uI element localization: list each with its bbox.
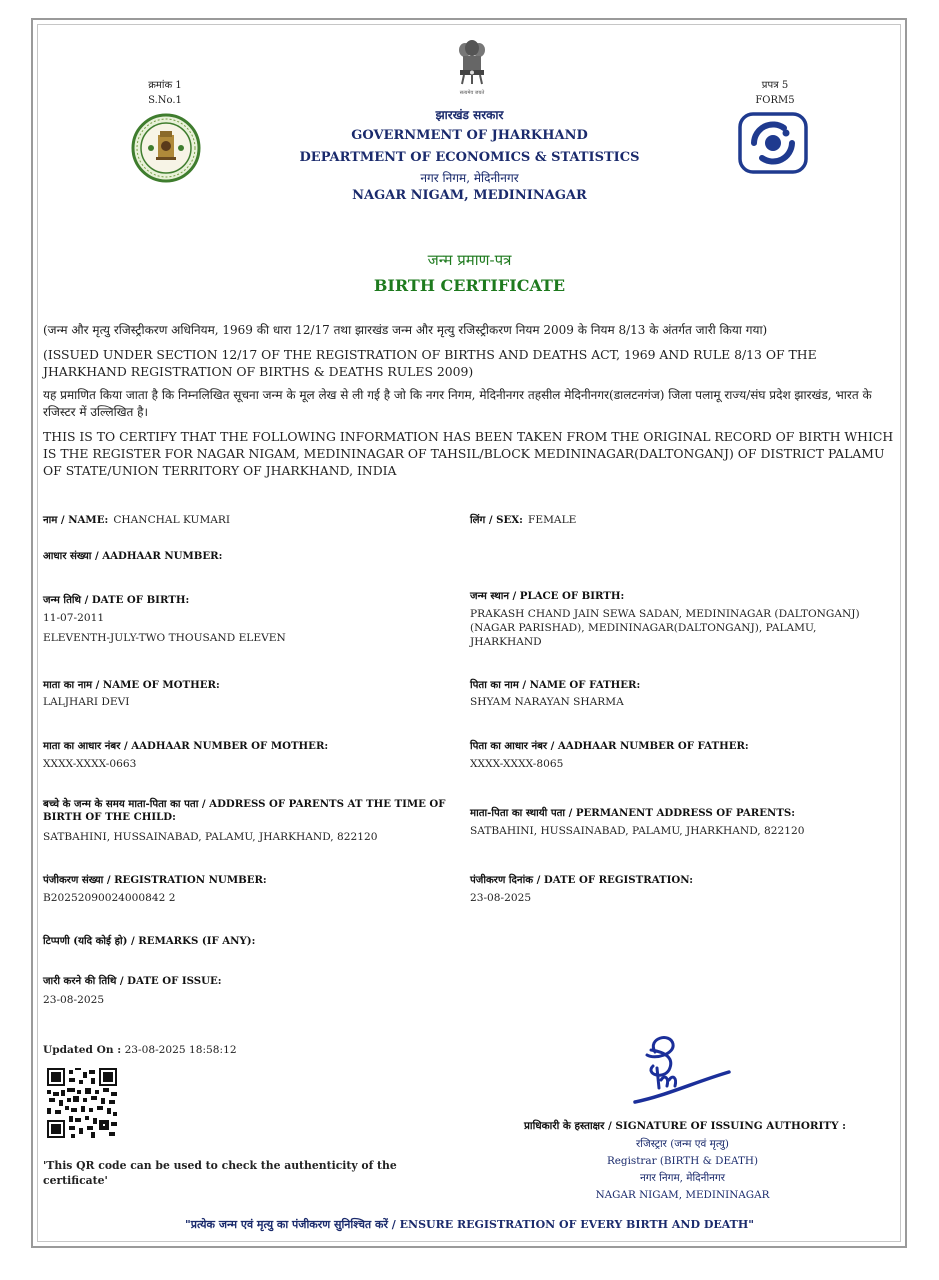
nigam-name: NAGAR NIGAM, MEDININAGAR <box>352 188 587 203</box>
address-birth-label-line: BIRTH OF THE CHILD: <box>43 811 176 823</box>
serial-number-english: S.No.1 <box>148 95 182 106</box>
remarks-label: टिप्पणी (यदि कोई हो) / REMARKS (IF ANY): <box>43 935 256 947</box>
registrar-hindi: रजिस्ट्रार (जन्म एवं मृत्यु) <box>636 1138 729 1150</box>
permanent-address-value: SATBAHINI, HUSSAINABAD, PALAMU, JHARKHAND, 822120 <box>470 825 805 837</box>
pob-line: (NAGAR PARISHAD), MEDININAGAR(DALTONGANJ), PALAMU, <box>470 622 817 634</box>
department-name: DEPARTMENT OF ECONOMICS & STATISTICS <box>299 150 640 165</box>
mother-value: LALJHARI DEVI <box>43 696 130 708</box>
updated-on-value: 23-08-2025 18:58:12 <box>124 1044 237 1056</box>
dob-value: 11-07-2011 <box>43 612 105 624</box>
address-birth-label <box>43 798 468 824</box>
father-value: SHYAM NARAYAN SHARMA <box>470 696 624 708</box>
address-birth-value: SATBAHINI, HUSSAINABAD, PALAMU, JHARKHAND, 822120 <box>43 831 378 843</box>
form-number-hindi: प्रपत्र 5 <box>761 80 789 91</box>
national-emblem-icon <box>455 38 489 94</box>
registrar-block <box>560 1136 805 1204</box>
name-value: CHANCHAL KUMARI <box>113 514 231 526</box>
serial-number <box>130 78 200 108</box>
name-label: नाम / NAME: <box>43 514 109 526</box>
form-number <box>740 78 810 108</box>
signature-image <box>625 1030 740 1110</box>
permanent-address-label: माता-पिता का स्थायी पता / PERMANENT ADDRESS OF PARENTS: <box>470 807 796 819</box>
title-hindi: जन्म प्रमाण-पत्र <box>427 251 512 269</box>
mother-label: माता का नाम / NAME OF MOTHER: <box>43 679 220 691</box>
father-aadhaar-value: XXXX-XXXX-8065 <box>470 758 564 770</box>
registration-date-label: पंजीकरण दिनांक / DATE OF REGISTRATION: <box>470 874 693 886</box>
act-hindi: (जन्म और मृत्यु रजिस्ट्रीकरण अधिनियम, 1969 की धारा 12/17 तथा झारखंड जन्म और मृत्यु रजिस्ट्रीकरण नियम 2009 के नियम 8/13 के अंतर्गत जारी किया गया) <box>43 323 768 337</box>
mother-aadhaar-value: XXXX-XXXX-0663 <box>43 758 137 770</box>
updated-on-label: Updated On : <box>43 1044 122 1056</box>
signature-label: प्राधिकारी के हस्ताक्षर / SIGNATURE OF ISSUING AUTHORITY : <box>523 1120 847 1132</box>
pob-label: जन्म स्थान / PLACE OF BIRTH: <box>470 590 625 602</box>
government-name: GOVERNMENT OF JHARKHAND <box>351 128 588 143</box>
pob-line: JHARKHAND <box>470 636 542 648</box>
name-row <box>43 508 230 527</box>
father-aadhaar-label: पिता का आधार नंबर / AADHAAR NUMBER OF FATHER: <box>470 740 749 752</box>
footer-slogan: "प्रत्येक जन्म एवं मृत्यु का पंजीकरण सुनिश्चित करें / ENSURE REGISTRATION OF EVERY BIRTH AND DEATH" <box>185 1218 754 1231</box>
dob-words: ELEVENTH-JULY-TWO THOUSAND ELEVEN <box>43 632 286 644</box>
state-name-hindi: झारखंड सरकार <box>435 108 504 122</box>
nigam-name-hindi: नगर निगम, मेदिनीनगर <box>420 171 519 185</box>
registration-number-value: B20252090024000842 2 <box>43 892 176 904</box>
issue-date-label: जारी करने की तिथि / DATE OF ISSUE: <box>43 975 222 987</box>
page-title: BIRTH CERTIFICATE <box>373 276 566 295</box>
dob-label: जन्म तिथि / DATE OF BIRTH: <box>43 594 190 606</box>
certify-hindi: यह प्रमाणित किया जाता है कि निम्नलिखित सूचना जन्म के मूल लेख से ली गई है जो कि नगर निगम, मेदिनीनगर तहसील मेदिनीनगर(डालटनगंज) जिला पलामू राज्य/संघ प्रदेश झारखंड, भारत के रजिस्टर में उल्लिखित है। <box>43 388 872 419</box>
registrar-nigam: NAGAR NIGAM, MEDININAGAR <box>595 1189 770 1201</box>
updated-on <box>43 1044 237 1056</box>
sex-row <box>470 508 576 527</box>
mother-aadhaar-label: माता का आधार नंबर / AADHAAR NUMBER OF MOTHER: <box>43 740 329 752</box>
address-birth-label-line: बच्चे के जन्म के समय माता-पिता का पता / ADDRESS OF PARENTS AT THE TIME OF <box>43 798 446 810</box>
act-english: (ISSUED UNDER SECTION 12/17 OF THE REGISTRATION OF BIRTHS AND DEATHS ACT, 1969 AND RULE 8/13 OF THE JHARKHAND REGISTRATION OF BIRTHS & DEATHS RULES 2009) <box>43 347 817 379</box>
registration-date-value: 23-08-2025 <box>470 892 532 904</box>
pob-line: PRAKASH CHAND JAIN SEWA SADAN, MEDININAGAR (DALTONGANJ) <box>470 608 860 620</box>
aadhaar-label: आधार संख्या / AADHAAR NUMBER: <box>43 550 223 562</box>
registrar-nigam-hindi: नगर निगम, मेदिनीनगर <box>639 1172 726 1184</box>
sex-label: लिंग / SEX: <box>470 514 523 526</box>
qr-note: 'This QR code can be used to check the authenticity of the certificate' <box>43 1159 397 1187</box>
issue-date-value: 23-08-2025 <box>43 994 105 1006</box>
sex-value: FEMALE <box>527 514 577 526</box>
certify-english: THIS IS TO CERTIFY THAT THE FOLLOWING INFORMATION HAS BEEN TAKEN FROM THE ORIGINAL RECORD OF BIRTH WHICH IS THE REGISTER FOR NAGAR NIGAM, MEDININAGAR OF TAHSIL/BLOCK MEDININAGAR(DALTONGANJ) OF DISTRICT PALAMU OF STATE/UNION TERRITORY OF JHARKHAND, INDIA <box>43 429 894 478</box>
pob-value <box>470 607 890 649</box>
serial-number-hindi: क्रमांक 1 <box>148 80 182 91</box>
qr-code[interactable] <box>47 1068 117 1138</box>
registrar-title: Registrar (BIRTH & DEATH) <box>606 1155 759 1167</box>
emblem-motto: सत्यमेव जयते <box>459 90 485 96</box>
form-number-english: FORM5 <box>755 95 795 106</box>
father-label: पिता का नाम / NAME OF FATHER: <box>470 679 641 691</box>
registration-number-label: पंजीकरण संख्या / REGISTRATION NUMBER: <box>43 874 267 886</box>
